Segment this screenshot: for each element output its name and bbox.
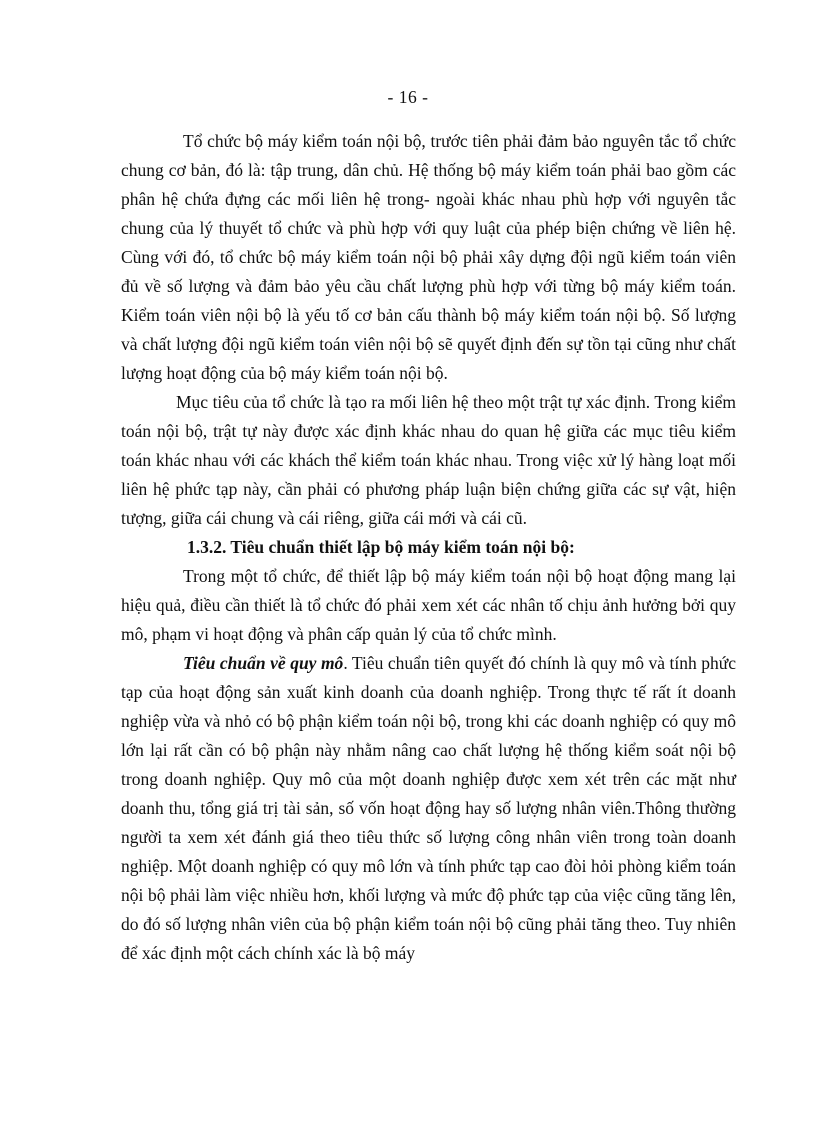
scale-criterion-text: . Tiêu chuẩn tiên quyết đó chính là quy mô và tính phức tạp của hoạt động sản xuất kinh doanh của doanh nghiệp. Trong thực tế rất ít doanh nghiệp vừa và nhỏ có bộ phận kiểm toán nội bộ, trong khi các doanh nghiệp có quy mô lớn lại rất cần có bộ phận này nhằm nâng cao chất lượng hệ thống kiểm soát nội bộ trong doanh nghiệp. Quy mô của một doanh nghiệp được xem xét trên các mặt như doanh thu, tổng giá trị tài sản, số vốn hoạt động hay số lượng nhân viên.Thông thường người ta xem xét đánh giá theo tiêu thức số lượng công nhân viên trong toàn doanh nghiệp. Một doanh nghiệp có quy mô lớn và tính phức tạp cao đòi hỏi phòng kiểm toán nội bộ phải làm việc nhiều hơn, khối lượng và mức độ phức tạp của việc cũng tăng lên, do đó số lượng nhân viên của bộ phận kiểm toán nội bộ cũng phải tăng theo. Tuy nhiên để xác định một cách chính xác là bộ máy — [121, 653, 736, 963]
section-heading-1-3-2: 1.3.2. Tiêu chuẩn thiết lập bộ máy kiểm toán nội bộ: — [187, 537, 575, 557]
page-body — [121, 127, 736, 968]
paragraph-establishment-factors: Trong một tổ chức, để thiết lập bộ máy kiểm toán nội bộ hoạt động mang lại hiệu quả, điều cần thiết là tổ chức đó phải xem xét các nhân tố chịu ảnh hưởng bởi quy mô, phạm vi hoạt động và phân cấp quản lý của tổ chức mình. — [121, 566, 736, 644]
paragraph-organization-objective: Mục tiêu của tổ chức là tạo ra mối liên hệ theo một trật tự xác định. Trong kiểm toán nội bộ, trật tự này được xác định khác nhau do quan hệ giữa các mục tiêu kiểm toán khác nhau với các khách thể kiểm toán khác nhau. Trong việc xử lý hàng loạt mối liên hệ phức tạp này, cần phải có phương pháp luận biện chứng giữa các sự vật, hiện tượng, giữa cái chung và cái riêng, giữa cái mới và cái cũ. — [121, 392, 736, 528]
paragraph-organization-principles: Tổ chức bộ máy kiểm toán nội bộ, trước tiên phải đảm bảo nguyên tắc tổ chức chung cơ bản, đó là: tập trung, dân chủ. Hệ thống bộ máy kiểm toán phải bao gồm các phân hệ chứa đựng các mối liên hệ trong- ngoài khác nhau phù hợp với nguyên tắc chung của lý thuyết tổ chức và phù hợp với quy luật của phép biện chứng về liên hệ. Cùng với đó, tổ chức bộ máy kiểm toán nội bộ phải xây dựng đội ngũ kiểm toán viên đủ về số lượng và đảm bảo yêu cầu chất lượng phù hợp với từng bộ máy kiểm toán. Kiểm toán viên nội bộ là yếu tố cơ bản cấu thành bộ máy kiểm toán nội bộ. Số lượng và chất lượng đội ngũ kiểm toán viên nội bộ sẽ quyết định đến sự tồn tại cũng như chất lượng hoạt động của bộ máy kiểm toán nội bộ. — [121, 131, 736, 383]
page-number: - 16 - — [387, 87, 429, 107]
paragraph-scale-criterion — [121, 649, 736, 968]
scale-criterion-lead: Tiêu chuẩn về quy mô — [183, 653, 344, 673]
